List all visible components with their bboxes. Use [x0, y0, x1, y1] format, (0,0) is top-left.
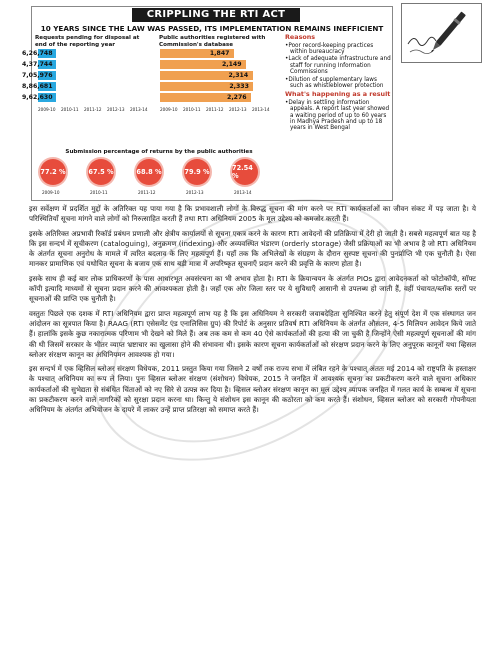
returns-year-label: 2013-14 — [234, 190, 252, 195]
bar-value-label: 2,333 — [229, 83, 249, 90]
returns-year-label: 2011-12 — [138, 190, 156, 195]
returns-year-label: 2012-13 — [186, 190, 204, 195]
returns-heading: Submission percentage of returns by the public authorities — [65, 149, 253, 155]
pending-heading: Requests pending for disposal at end of the reporting year — [35, 35, 140, 48]
returns-year-label: 2010-11 — [90, 190, 108, 195]
bar-value-label: 2,149 — [221, 61, 242, 68]
returns-year-label: 2009-10 — [42, 190, 60, 195]
paragraph: इसके साथ ही कई बार लोक प्राधिकरणों के पास आधारभूत अवसंरचना का भी अभाव होता है। RTI के क्रियान्वयन के अंतर्गत PIOs द्वारा आवेदनकर्ता को फोटोकॉपी, सॉफ्ट कॉपी इत्यादि माध्यमों से सूचना प्रदान करने की आवश्यकता होती है। जहाँ एक ओर जिला स्तर पर ये सुविधाएँ आसानी से उपलब्ध हो जाती हैं, वहीं पंचायत/ब्लॉक स्तरों पर सूचनाओं की प्राप्ति एक चुनौती है। — [29, 273, 476, 304]
x-tick-label: 2009-10 — [38, 107, 56, 112]
infographic-subtitle: 10 YEARS SINCE THE LAW WAS PASSED, ITS IMPLEMENTATION REMAINS INEFFICIENT — [40, 24, 384, 33]
reasons-heading: Reasons — [285, 33, 316, 41]
bar-value-label: 8,86,681 — [22, 83, 53, 90]
reason-item: •Dilution of supplementary laws such as whistleblower protection — [285, 76, 384, 89]
x-tick-label: 2013-14 — [130, 107, 148, 112]
x-tick-label: 2009-10 — [160, 107, 178, 112]
bar-value-label: 2,276 — [227, 94, 247, 101]
returns-circle: 67.5 % — [88, 159, 114, 185]
x-tick-label: 2012-13 — [229, 107, 247, 112]
bar-value-label: 4,37,744 — [22, 61, 53, 68]
reason-item: •Poor record-keeping practices within bureaucracy — [285, 42, 374, 55]
bar-value-label: 6,26,748 — [22, 50, 53, 57]
bar-value-label: 1,847 — [209, 50, 230, 57]
paragraph: इस सर्वेक्षण में प्रदर्शित मुद्दों के अतिरिक्त यह पाया गया है कि प्रभावशाली लोगों के विरुद्ध सूचना की मांग करने पर RTI कार्यकर्ताओं का जीवन संकट में पड़ जाता है। ये परिस्थितियाँ सूचना मांगने वाले लोगों को निरुत्साहित करती हैं तथा RTI अधिनियम 2005 के मूल उद्देश्य को कमजोर करती हैं। — [29, 204, 476, 224]
x-tick-label: 2013-14 — [252, 107, 270, 112]
x-tick-label: 2011-12 — [206, 107, 224, 112]
paragraph: इसके अतिरिक्त अप्रभावी रिकॉर्ड प्रबंधन प्रणाली और क्षेत्रीय कार्यालयों से सूचना एकत्र करने के कारण RTI आवेदनों की प्रतिक्रिया में देरी हो जाती है। सबसे महत्वपूर्ण बात यह है कि इस सन्दर्भ में सूचीकरण (cataloguing), अनुक्रमण (indexing) और अव्यवस्थित भंडारण (orderly storage) जैसी प्रक्रियाओं का भी अभाव है जो RTI अधिनियम के अंतर्गत सूचना अनुरोध के मामले में त्वरित बदलाव के लिए महत्वपूर्ण हैं। यहाँ तक कि अभिलेखों के संग्रहण के दौरान सुस्पष्ट सूचना की पुनर्प्राप्ति भी एक चुनौती है। ऐसा मानकर प्रामाणिक एवं यथोचित सूचना के बजाय एक साथ बड़ी मात्रा में अपरिष्कृत सूचनाएँ प्रदान करने की प्रवृत्ति के कारण होता है। — [29, 228, 476, 269]
pen-icon — [402, 4, 481, 62]
bar-value-label: 7,05,976 — [22, 72, 53, 79]
returns-circle: 72.54 % — [232, 159, 258, 185]
infographic-title: CRIPPLING THE RTI ACT — [132, 8, 300, 22]
x-tick-label: 2010-11 — [61, 107, 79, 112]
returns-circle: 77.2 % — [40, 159, 66, 185]
x-tick-label: 2012-13 — [107, 107, 125, 112]
authorities-heading: Public authorities registered with Commission's database — [159, 35, 266, 48]
reason-item: •Lack of adequate infrastructure and staff for running Information Commissions — [285, 56, 391, 76]
bar-value-label: 2,314 — [228, 72, 249, 79]
returns-circle: 79.9 % — [184, 159, 210, 185]
paragraph: वस्तुतः पिछले एक दशक में RTI अधिनियम द्वारा प्राप्त महत्वपूर्ण लाभ यह है कि इस अधिनियम ने सरकारी जवाबदेहिता सुनिश्चित करने हेतु संपूर्ण देश में एक संस्थागत जन आंदोलन का सूत्रपात किया है। RAAG (RTI एसेसमेंट एंड एनालिसिस ग्रुप) की रिपोर्ट के अनुसार प्रतिवर्ष RTI अधिनियम के अंतर्गत औसतन, 4-5 मिलियन आवेदन किये जाते हैं। हालांकि इसके कुछ नकारात्मक परिणाम भी देखने को मिले हैं। अब तक कम से कम 40 ऐसे कार्यकर्ताओं की हत्या की जा चुकी है जिन्होंने ऐसी महत्वपूर्ण सूचनाओं की मांग की थी जिसमें सरकार के भीतर व्याप्त भ्रष्टाचार का खुलासा होने की संभावना थी। इसके कारण सूचना कार्यकर्ताओं को संरक्षण प्रदान करने के लिए अनुपूरक कानूनों यथा व्हिसल ब्लोअर संरक्षण कानून का अधिनियमन आवश्यक हो गया। — [29, 308, 476, 359]
returns-circle: 68.8 % — [136, 159, 162, 185]
x-tick-label: 2011-12 — [84, 107, 102, 112]
x-tick-label: 2010-11 — [183, 107, 201, 112]
paragraph: इस सन्दर्भ में एक व्हिसिल ब्लोअर संरक्षण विधेयक, 2011 प्रस्तुत किया गया जिसने 2 वर्षों तक राज्य सभा में लंबित रहने के पश्चात् अंततः मई 2014 को राष्ट्रपति के हस्ताक्षर के पश्चात् अधिनियम का रूप ले लिया। पुनः व्हिसल ब्लोअर संरक्षण (संशोधन) विधेयक, 2015 ने जनहित में आवश्यक सूचना का प्रकटीकरण करने वाले सूचना अधिकार कार्यकर्ताओं की सुभेद्यता से संबंधित चिंताओं को नए सिरे से उत्पन्न कर दिया है। व्हिसल ब्लोअर संरक्षण कानून का मूल उद्देश्य व्यापक जनहित में गलत कार्य के सम्बन्ध में सूचना का प्रकटीकरण करने वाले नागरिकों को सुरक्षा प्रदान करना था। किन्तु ये संशोधन इस कानून की कठोरता को कम करते हैं। संशोधन, व्हिसल ब्लोअर को सरकारी गोपनीयता अधिनियम के अंतर्गत अभियोजन के दायरे में लाकर उन्हें प्राप्त प्रतिरक्षा को समाप्त करते हैं। — [29, 364, 476, 415]
bar-value-label: 9,62,630 — [22, 94, 53, 101]
pen-writing-illustration — [401, 3, 482, 63]
result-item: •Delay in settling information appeals. A report last year showed a waiting period of up to 60 years in Madhya Pradesh and up to 18 years in West Bengal — [285, 99, 390, 132]
infographic — [22, 6, 393, 201]
result-heading: What's happening as a result — [285, 90, 391, 99]
article-body — [29, 204, 476, 644]
reasons-panel — [285, 34, 391, 133]
